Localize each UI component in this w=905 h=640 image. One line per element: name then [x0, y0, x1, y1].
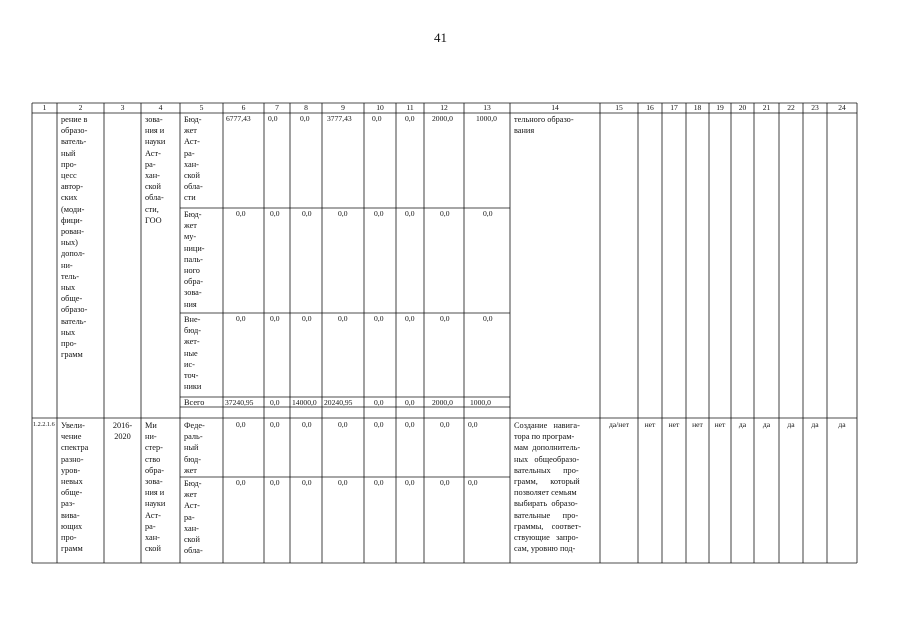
- value-cell: 1000,0: [470, 398, 491, 407]
- indicator-cell: да: [762, 420, 771, 429]
- column-header: 16: [646, 103, 654, 112]
- value-cell: 0,0: [405, 398, 415, 407]
- value-cell: 2000,0: [432, 114, 453, 123]
- value-cell: 14000,0: [292, 398, 317, 407]
- value-cell: 0,0: [236, 478, 246, 487]
- indicator-cell: да: [787, 420, 795, 429]
- value-cell: 0,0: [300, 114, 310, 123]
- column-header: 9: [341, 103, 345, 112]
- funding-source: Бюд- жет му- ници- паль- ного обра- зова- ния: [184, 210, 205, 309]
- value-cell: 0,0: [270, 420, 280, 429]
- value-cell: 0,0: [236, 420, 246, 429]
- value-cell: 0,0: [468, 478, 478, 487]
- value-cell: 0,0: [405, 209, 415, 218]
- column-header: 18: [693, 103, 702, 112]
- value-cell: 0,0: [374, 420, 384, 429]
- column-header: 5: [199, 103, 204, 112]
- measure-name: Увели- чение спектра разно- уров- невых обще- раз- вива- ющих про- грамм: [61, 421, 89, 554]
- column-header: 10: [376, 103, 384, 112]
- value-cell: 0,0: [338, 314, 348, 323]
- measure-name: рение в образо- ватель- ный про- цесс автор- ских (моди- фици- рован- ных) допол- ни- тель- ных обще- образо- ватель- ных про- грамм: [61, 115, 88, 360]
- expected-result: тельного образо- вания: [514, 115, 574, 136]
- column-header: 7: [275, 103, 279, 112]
- column-header: 8: [304, 103, 308, 112]
- column-header: 3: [120, 103, 125, 112]
- value-cell: 0,0: [338, 478, 348, 487]
- value-cell: 3777,43: [327, 114, 352, 123]
- indicator-cell: нет: [644, 420, 656, 429]
- value-cell: 0,0: [236, 314, 246, 323]
- column-header: 14: [551, 103, 559, 112]
- value-cell: 0,0: [302, 314, 312, 323]
- value-cell: 0,0: [374, 314, 384, 323]
- column-header: 12: [440, 103, 448, 112]
- funding-source: Всего: [184, 398, 205, 407]
- column-header: 21: [762, 103, 771, 112]
- indicator-cell: нет: [692, 420, 703, 429]
- value-cell: 0,0: [302, 478, 312, 487]
- value-cell: 0,0: [440, 478, 450, 487]
- column-header: 17: [670, 103, 678, 112]
- value-cell: 2000,0: [432, 398, 453, 407]
- value-cell: 0,0: [405, 314, 415, 323]
- value-cell: 0,0: [302, 209, 312, 218]
- column-header: 6: [241, 103, 246, 112]
- indicator-cell: да: [738, 420, 747, 429]
- value-cell: 0,0: [270, 314, 280, 323]
- value-cell: 37240,95: [225, 398, 254, 407]
- executor: Ми ни- стер- ство обра- зова- ния и науки Аст- ра- хан- ской: [145, 421, 166, 554]
- value-cell: 0,0: [270, 209, 280, 218]
- column-header: 2: [78, 103, 83, 112]
- value-cell: 0,0: [440, 314, 450, 323]
- value-cell: 0,0: [268, 114, 278, 123]
- value-cell: 0,0: [374, 398, 384, 407]
- funding-source: Феде- раль- ный бюд- жет: [184, 421, 205, 475]
- value-cell: 0,0: [372, 114, 382, 123]
- column-header: 4: [158, 103, 163, 112]
- value-cell: 0,0: [468, 420, 478, 429]
- value-cell: 0,0: [236, 209, 246, 218]
- column-header: 13: [483, 103, 491, 112]
- column-header: 20: [738, 103, 747, 112]
- indicator-cell: нет: [714, 420, 726, 429]
- indicator-cell: да/нет: [608, 420, 630, 429]
- value-cell: 0,0: [302, 420, 312, 429]
- funding-source: Бюд- жет Аст- ра- хан- ской обла- сти: [184, 115, 203, 203]
- value-cell: 0,0: [483, 209, 493, 218]
- value-cell: 0,0: [270, 398, 280, 407]
- value-cell: 0,0: [483, 314, 493, 323]
- funding-source: Вне- бюд- жет- ные ис- точ- ники: [184, 315, 202, 392]
- column-header: 23: [811, 103, 819, 112]
- measure-code: 1.2.2.1.6: [33, 421, 55, 428]
- column-header: 24: [838, 103, 846, 112]
- value-cell: 0,0: [374, 209, 384, 218]
- column-header: 11: [406, 103, 414, 112]
- value-cell: 0,0: [440, 209, 450, 218]
- value-cell: 6777,43: [226, 114, 251, 123]
- value-cell: 0,0: [440, 420, 450, 429]
- expected-result: Создание навига- тора по програм- мам дополнитель- ных общеобразо- вательных про- грамм, который позволяет семьям выбирать образо- вательные про- граммы, соответ- ствующие запро- сам, уровню под-: [514, 421, 582, 554]
- column-header: 19: [716, 103, 724, 112]
- indicator-cell: да: [838, 420, 846, 429]
- funding-source: Бюд- жет Аст- ра- хан- ской обла-: [184, 479, 203, 556]
- executor: зова- ния и науки Аст- ра- хан- ской обла- сти, ГОО: [145, 115, 166, 225]
- page-number: 41: [434, 30, 447, 45]
- indicator-cell: нет: [668, 420, 680, 429]
- value-cell: 0,0: [405, 420, 415, 429]
- value-cell: 0,0: [374, 478, 384, 487]
- value-cell: 0,0: [338, 420, 348, 429]
- indicator-cell: да: [811, 420, 819, 429]
- column-header: 1: [42, 103, 47, 112]
- years: 2016- 2020: [112, 421, 133, 442]
- value-cell: 1000,0: [476, 114, 497, 123]
- value-cell: 0,0: [338, 209, 348, 218]
- column-header: 15: [615, 103, 623, 112]
- column-header: 22: [787, 103, 795, 112]
- value-cell: 20240,95: [324, 398, 353, 407]
- value-cell: 0,0: [405, 114, 415, 123]
- value-cell: 0,0: [270, 478, 280, 487]
- value-cell: 0,0: [405, 478, 415, 487]
